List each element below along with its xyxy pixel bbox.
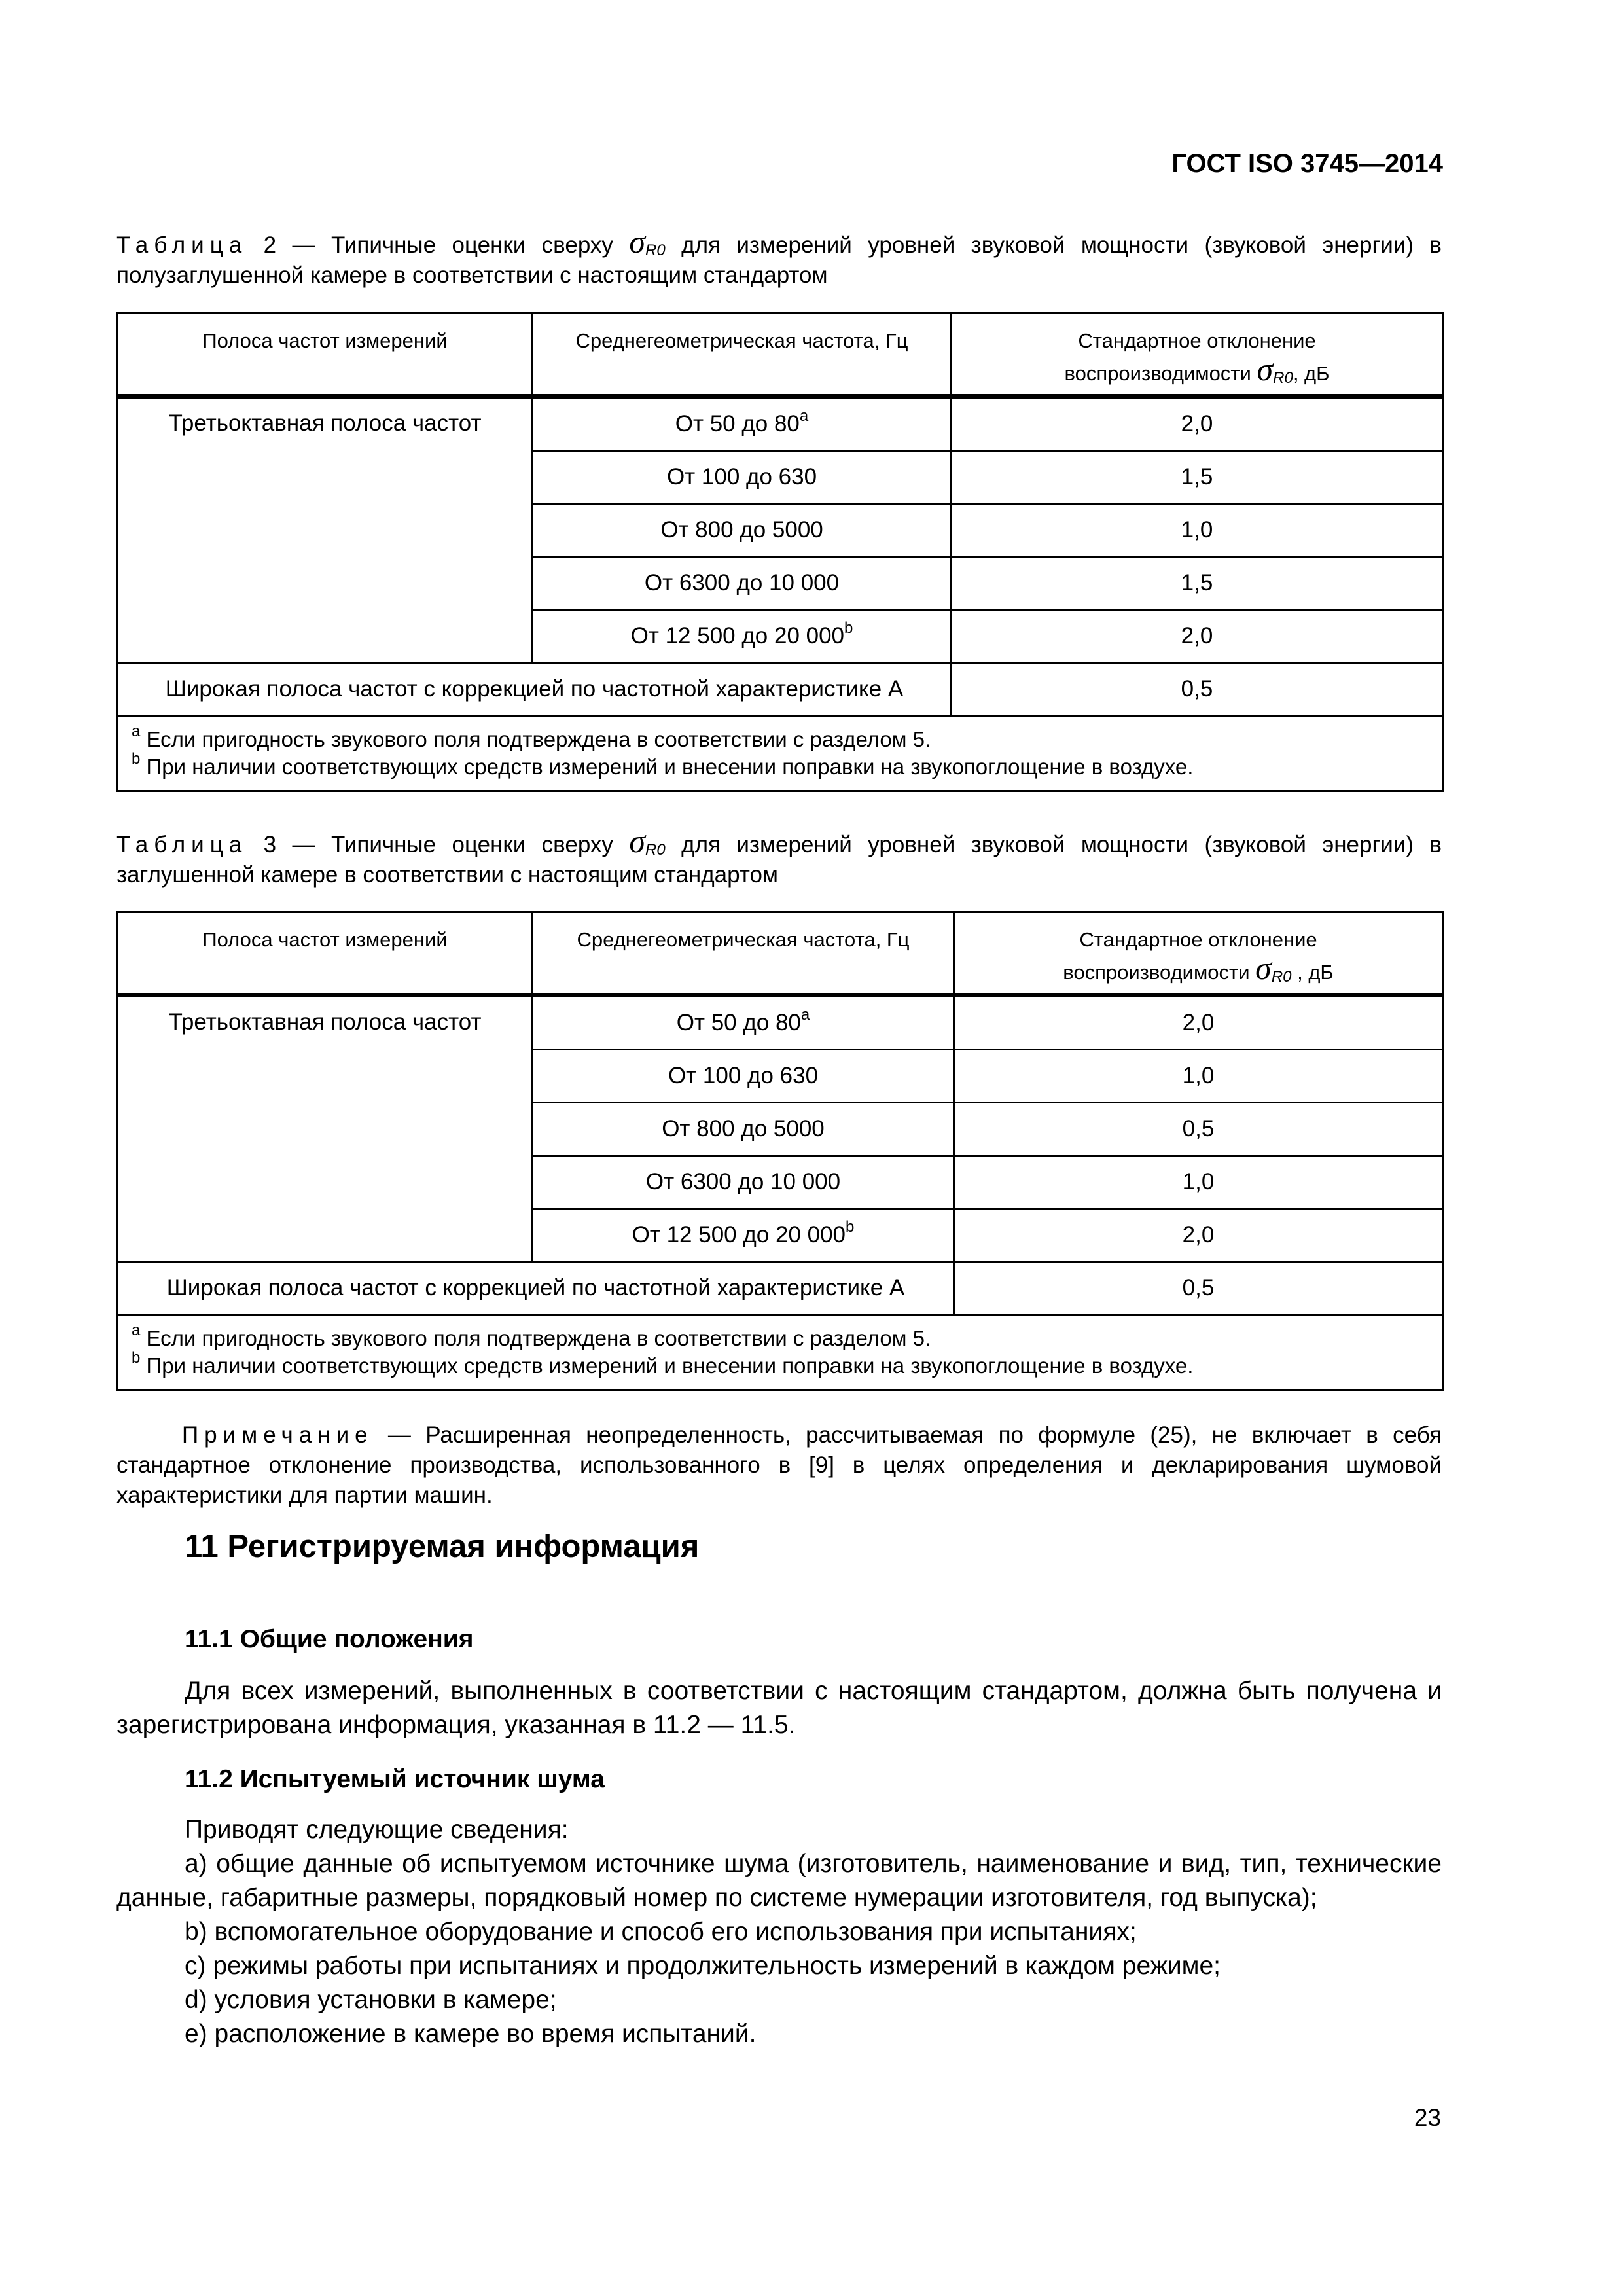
table3-value-cell: 1,0	[954, 1156, 1443, 1209]
table3-wideband-value: 0,5	[954, 1262, 1443, 1315]
list-item: d) условия установки в камере;	[185, 1986, 557, 2014]
table2-freq-cell: От 6300 до 10 000	[533, 557, 952, 610]
table2-freq-cell: От 100 до 630	[533, 451, 952, 504]
table3-value-cell: 1,0	[954, 1050, 1443, 1103]
table3-header-std: Стандартное отклонение воспроизводимости σR0 , дБ	[954, 912, 1443, 996]
table2-value-cell: 1,0	[952, 504, 1443, 557]
table3-caption	[116, 823, 1442, 890]
section-11-heading: 11 Регистрируемая информация	[185, 1529, 700, 1564]
table2-caption-start: 2 — Типичные оценки сверху	[247, 232, 630, 258]
section-11-1-body	[116, 1674, 1442, 1742]
table2-value-cell: 2,0	[952, 397, 1443, 451]
sigma-symbol: σ	[629, 223, 646, 260]
table2-caption-end: для измерений уровней звуковой мощности (звуковой энергии) в полузаглушенной камере в соответствии с настоящим стандартом	[116, 232, 1442, 288]
list-item: b) вспомогательное оборудование и способ его использования при испытаниях;	[185, 1918, 1137, 1946]
table3	[116, 911, 1444, 1391]
note-paragraph	[116, 1420, 1442, 1511]
table2	[116, 312, 1444, 792]
table2-wideband-label: Широкая полоса частот с коррекцией по частотной характеристике А	[118, 663, 952, 716]
table3-caption-end: для измерений уровней звуковой мощности (звуковой энергии) в заглушенной камере в соответствии с настоящим стандартом	[116, 832, 1442, 888]
note-label: Примечание	[182, 1422, 374, 1448]
section-11-1-text: Для всех измерений, выполненных в соответствии с настоящим стандартом, должна быть получена и зарегистрирована информация, указанная в 11.2 — 11.5.	[116, 1677, 1442, 1739]
list-item: е) расположение в камере во время испытаний.	[185, 2020, 757, 2048]
table2-third-octave: Третьоктавная полоса частот	[118, 397, 533, 663]
table3-wideband-label: Широкая полоса частот с коррекцией по частотной характеристике А	[118, 1262, 954, 1315]
sigma-symbol: σ	[1255, 950, 1272, 986]
table2-header-std: Стандартное отклонение воспроизводимости σR0, дБ	[952, 314, 1443, 397]
table2-header-freq: Среднегеометрическая частота, Гц	[533, 314, 952, 397]
table3-caption-start: 3 — Типичные оценки сверху	[247, 832, 630, 857]
table2-freq-cell: От 50 до 80$^a$	[533, 397, 952, 451]
table2-value-cell: 2,0	[952, 610, 1443, 663]
table3-freq-cell: От 6300 до 10 000	[533, 1156, 954, 1209]
sigma-subscript: R0	[645, 841, 666, 859]
table3-value-cell: 2,0	[954, 996, 1443, 1050]
section-11-2-intro: Приводят следующие сведения:	[185, 1816, 569, 1844]
section-11-2-heading: 11.2 Испытуемый источник шума	[185, 1765, 605, 1793]
table2-header-band: Полоса частот измерений	[118, 314, 533, 397]
table3-third-octave: Третьоктавная полоса частот	[118, 996, 533, 1262]
sigma-symbol: σ	[1257, 351, 1274, 387]
section-11-2-body	[116, 1813, 1442, 2051]
table3-value-cell: 0,5	[954, 1103, 1443, 1156]
sigma-symbol: σ	[629, 823, 646, 859]
table3-label: Таблица	[116, 832, 248, 857]
table3-freq-cell: От 800 до 5000	[533, 1103, 954, 1156]
table2-freq-cell: От 800 до 5000	[533, 504, 952, 557]
table2-caption	[116, 223, 1442, 291]
sigma-subscript: R0	[645, 242, 666, 259]
table2-value-cell: 1,5	[952, 451, 1443, 504]
page-number: 23	[1414, 2104, 1441, 2131]
table2-value-cell: 1,5	[952, 557, 1443, 610]
table2-freq-cell: От 12 500 до 20 000$^b$	[533, 610, 952, 663]
table2-wideband-value: 0,5	[952, 663, 1443, 716]
table3-footnotes: $^a$ Если пригодность звукового поля подтверждена в соответствии с разделом 5. $^b$ При наличии соответствующих средств измерений и внесении поправки на звукопоглощение в воздухе.	[118, 1315, 1443, 1390]
table3-value-cell: 2,0	[954, 1209, 1443, 1262]
table3-header-band: Полоса частот измерений	[118, 912, 533, 996]
table3-freq-cell: От 100 до 630	[533, 1050, 954, 1103]
list-item: c) режимы работы при испытаниях и продолжительность измерений в каждом режиме;	[185, 1952, 1221, 1980]
table3-header-freq: Среднегеометрическая частота, Гц	[533, 912, 954, 996]
table2-footnotes: $^a$ Если пригодность звукового поля подтверждена в соответствии с разделом 5. $^b$ При наличии соответствующих средств измерений и внесении поправки на звукопоглощение в воздухе.	[118, 716, 1443, 791]
list-item: а) общие данные об испытуемом источнике шума (изготовитель, наименование и вид, тип, технические данные, габаритные размеры, порядковый номер по системе нумерации изготовителя, год выпуска);	[116, 1850, 1442, 1912]
table3-freq-cell: От 50 до 80$^a$	[533, 996, 954, 1050]
table2-label: Таблица	[116, 232, 248, 258]
note-text: — Расширенная неопределенность, рассчитываемая по формуле (25), не включает в себя стандартное отклонение производства, использованного в [9] в целях определения и декларирования шумовой характеристики для партии машин.	[116, 1422, 1442, 1508]
document-id: ГОСТ ISO 3745—2014	[1171, 149, 1443, 178]
section-11-1-heading: 11.1 Общие положения	[185, 1625, 474, 1653]
table3-freq-cell: От 12 500 до 20 000$^b$	[533, 1209, 954, 1262]
